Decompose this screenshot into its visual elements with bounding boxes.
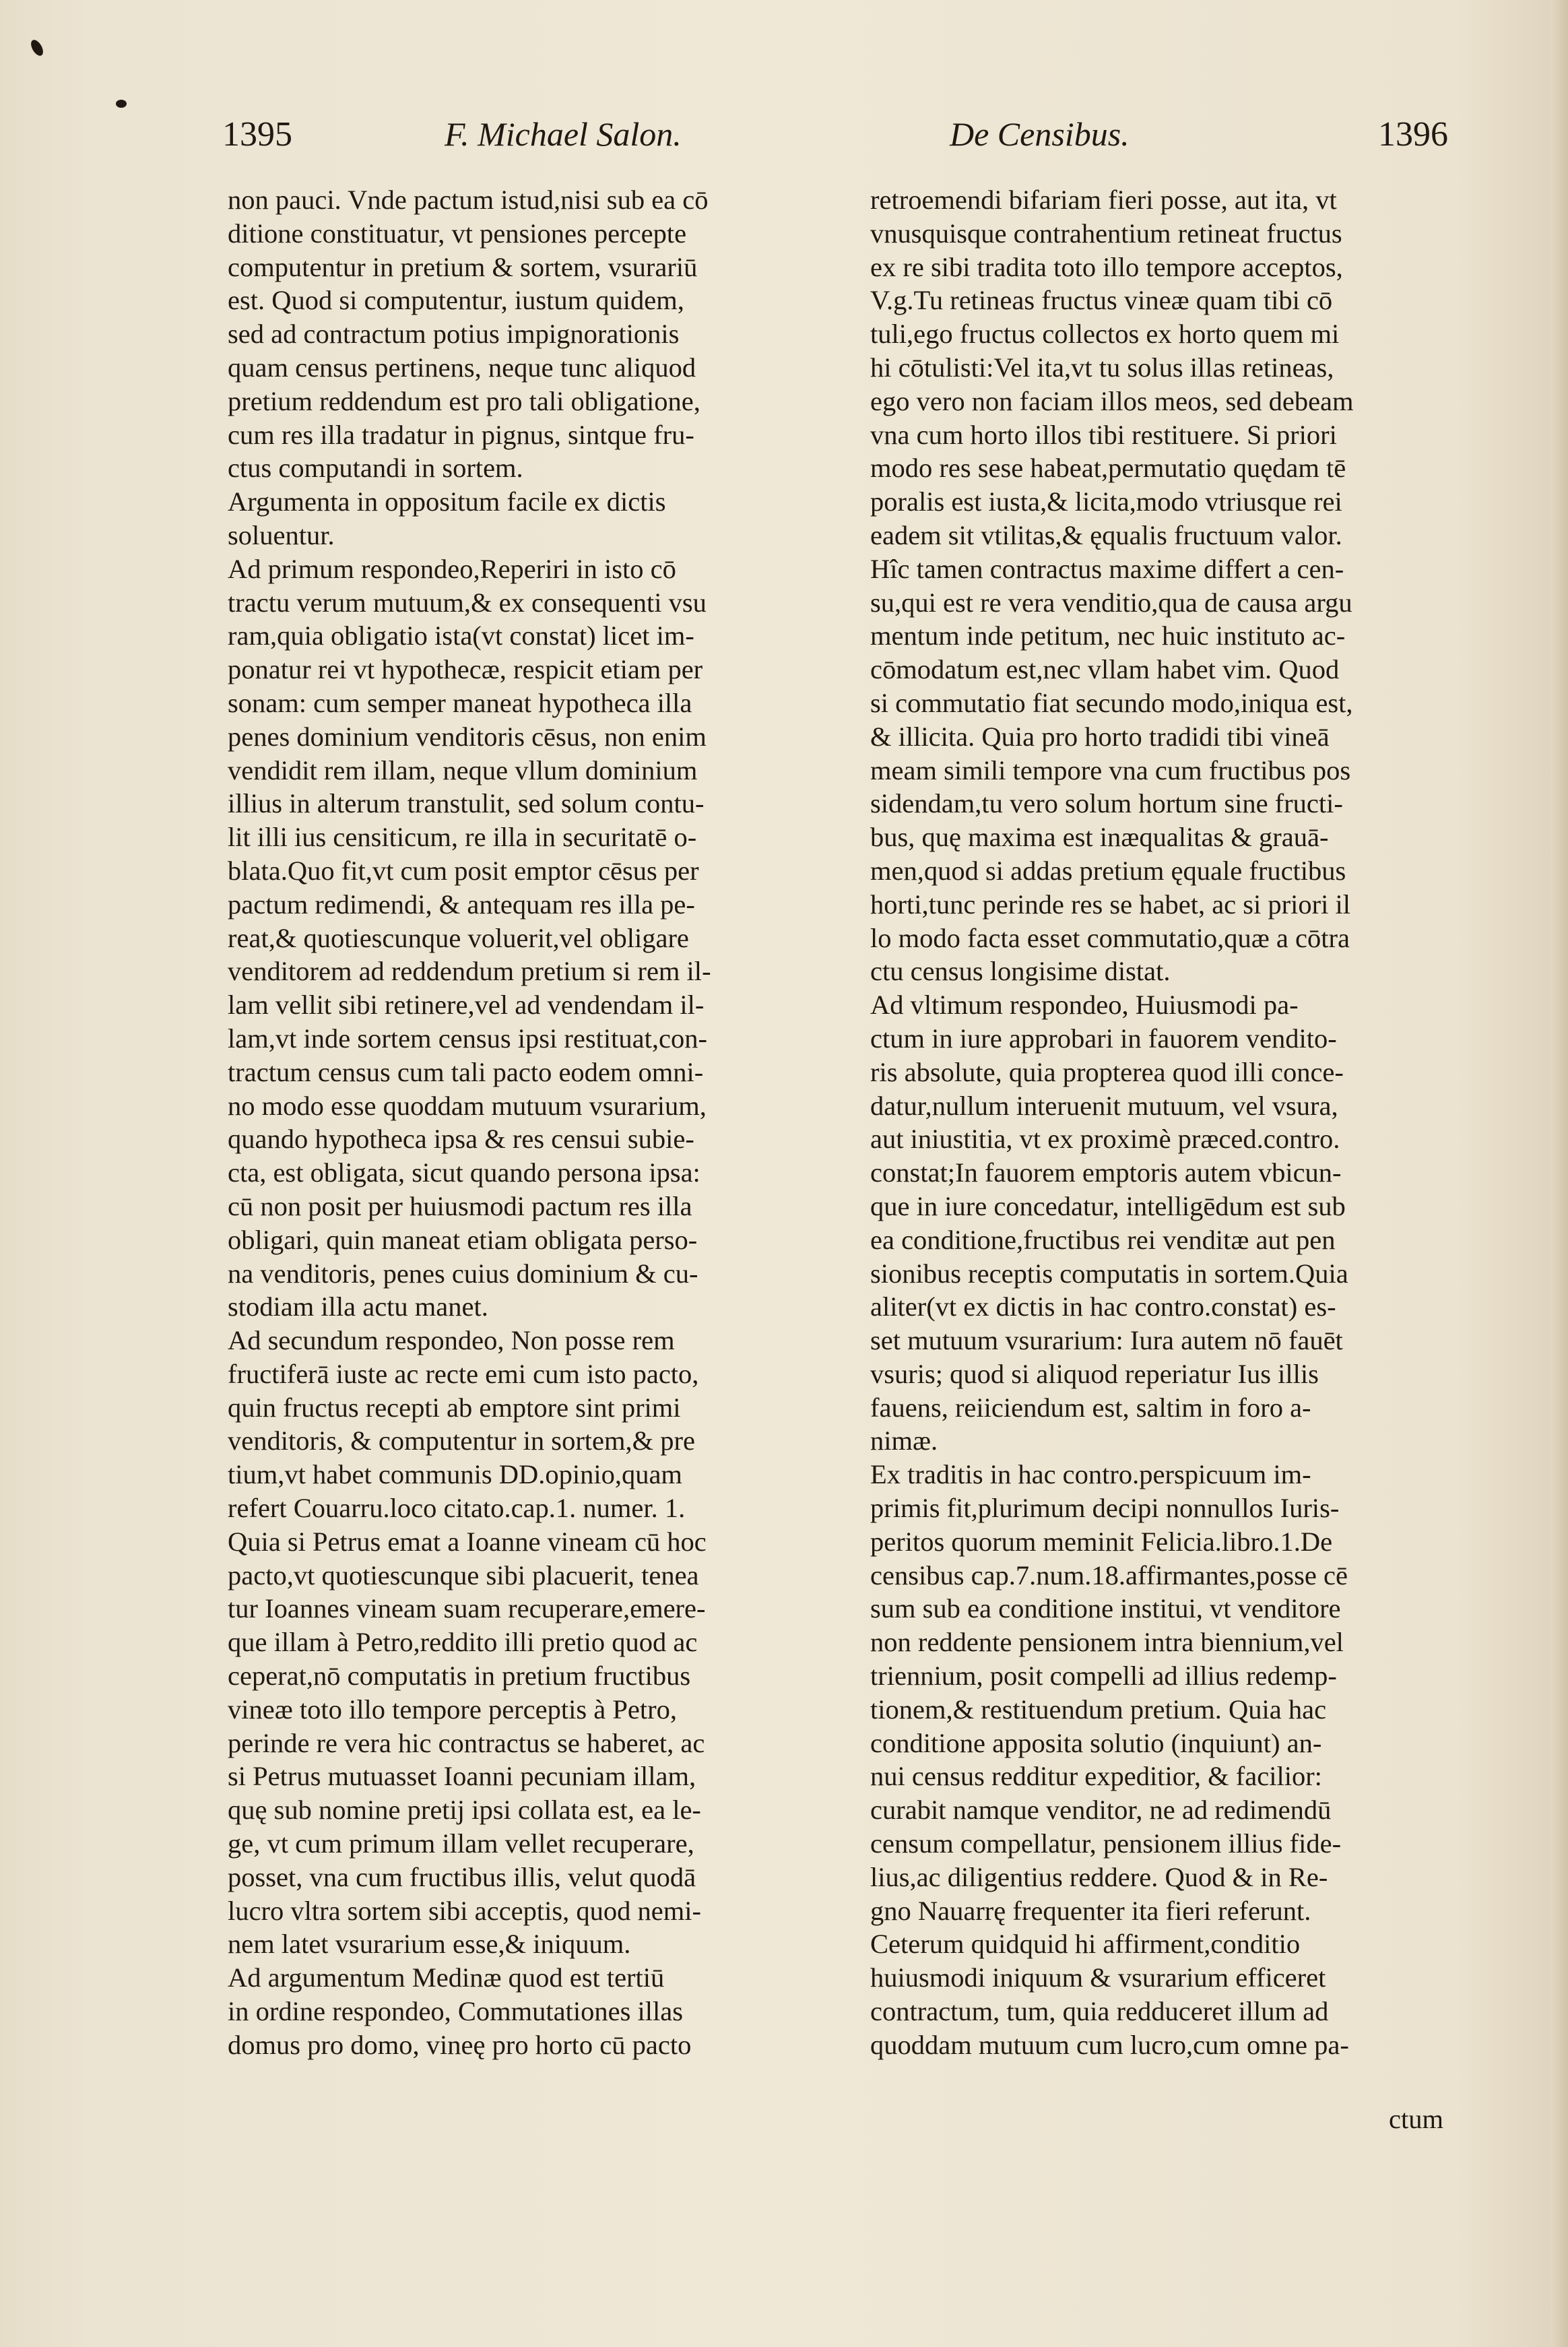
text-line: tractum census cum tali pacto eodem omni- — [228, 1056, 704, 1087]
text-line: peritos quorum meminit Felicia.libro.1.De — [870, 1526, 1333, 1557]
text-line: nem latet vsurarium esse,& iniquum. — [228, 1929, 631, 1960]
text-line: illius in alterum transtulit, sed solum contu- — [228, 788, 705, 819]
text-line: su,qui est re vera venditio,qua de causa argu — [870, 587, 1352, 618]
text-line: ceperat,nō computatis in pretium fructibus — [228, 1661, 691, 1692]
text-line: blata.Quo fit,vt cum posit emptor cēsus per — [228, 855, 699, 886]
text-line: ex re sibi tradita toto illo tempore acceptos, — [870, 251, 1343, 282]
text-line: censum compellatur, pensionem illius fide- — [870, 1828, 1342, 1859]
text-line: quoddam mutuum cum lucro,cum omne pa- — [870, 2029, 1349, 2060]
text-line: ponatur rei vt hypothecæ, respicit etiam per — [228, 654, 703, 685]
text-line: refert Couarru.loco citato.cap.1. numer. 1. — [228, 1493, 686, 1524]
text-line: Ad argumentum Medinæ quod est tertiū — [228, 1962, 665, 1993]
text-line: nui census redditur expeditior, & facilior: — [870, 1761, 1322, 1792]
text-line: posset, vna cum fructibus illis, velut quodā — [228, 1861, 696, 1892]
text-line: constat;In fauorem emptoris autem vbicun- — [870, 1157, 1342, 1188]
text-line: sonam: cum semper maneat hypotheca illa — [228, 687, 692, 718]
text-line: Ad secundum respondeo, Non posse rem — [228, 1325, 675, 1356]
catchword: ctum — [1389, 2104, 1443, 2134]
text-line: reat,& quotiescunque voluerit,vel obligare — [228, 922, 689, 953]
text-line: primis fit,plurimum decipi nonnullos Iuris- — [870, 1493, 1340, 1524]
text-line: Ad vltimum respondeo, Huiusmodi pa- — [870, 990, 1299, 1021]
text-line: datur,nullum interuenit mutuum, vel vsura, — [870, 1090, 1338, 1121]
text-line: lit illi ius censiticum, re illa in securitatē o- — [228, 822, 697, 853]
text-line: vendidit rem illam, neque vllum dominium — [228, 754, 698, 785]
text-line: non pauci. Vnde pactum istud,nisi sub ea cō — [228, 185, 709, 215]
text-line: stodiam illa actu manet. — [228, 1291, 488, 1322]
text-line: cta, est obligata, sicut quando persona ipsa: — [228, 1157, 700, 1188]
text-line: domus pro domo, vineę pro horto cū pacto — [228, 2029, 692, 2060]
text-line: tur Ioannes vineam suam recuperare,emere- — [228, 1593, 706, 1624]
text-line: ram,quia obligatio ista(vt constat) licet im- — [228, 620, 694, 651]
text-line: ris absolute, quia propterea quod illi conce- — [870, 1056, 1344, 1087]
text-line: ea conditione,fructibus rei venditæ aut pen — [870, 1224, 1336, 1255]
text-line: horti,tunc perinde res se habet, ac si priori il — [870, 889, 1351, 920]
text-line: computentur in pretium & sortem, vsurariū — [228, 251, 698, 282]
text-line: eadem sit vtilitas,& ęqualis fructuum valor. — [870, 519, 1342, 550]
text-line: aut iniustitia, vt ex proximè præced.contro. — [870, 1124, 1340, 1155]
text-line: lam vellit sibi retinere,vel ad vendendam il- — [228, 990, 705, 1021]
text-line: meam simili tempore vna cum fructibus pos — [870, 754, 1351, 785]
running-head-author: F. Michael Salon. — [445, 115, 682, 153]
text-line: na venditoris, penes cuius dominium & cu- — [228, 1258, 698, 1289]
text-line: quam census pertinens, neque tunc aliquod — [228, 352, 696, 383]
text-line: que in iure concedatur, intelligēdum est sub — [870, 1190, 1346, 1221]
text-line: hi cōtulisti:Vel ita,vt tu solus illas retineas, — [870, 352, 1334, 383]
text-line: poralis est iusta,& licita,modo vtriusque rei — [870, 486, 1342, 517]
text-line: nimæ. — [870, 1425, 938, 1456]
text-line: tium,vt habet communis DD.opinio,quam — [228, 1459, 682, 1490]
text-line: retroemendi bifariam fieri posse, aut ita, vt — [870, 185, 1337, 215]
text-line: vsuris; quod si aliquod reperiatur Ius illis — [870, 1358, 1319, 1389]
text-line: ge, vt cum primum illam vellet recuperare, — [228, 1828, 694, 1859]
text-line: pacto,vt quotiescunque sibi placuerit, tenea — [228, 1560, 699, 1590]
text-line: triennium, posit compelli ad illius redemp- — [870, 1661, 1337, 1692]
text-line: tractu verum mutuum,& ex consequenti vsu — [228, 587, 707, 618]
right-text-column — [870, 183, 1470, 2062]
text-line: sum sub ea conditione institui, vt venditore — [870, 1593, 1341, 1624]
running-header — [222, 115, 1448, 168]
text-line: Argumenta in oppositum facile ex dictis — [228, 486, 666, 517]
text-line: tuli,ego fructus collectos ex horto quem mi — [870, 319, 1340, 350]
text-line: & illicita. Quia pro horto tradidi tibi vineā — [870, 721, 1330, 752]
text-line: tionem,& restituendum pretium. Quia hac — [870, 1694, 1327, 1725]
left-text-column — [228, 183, 827, 2062]
text-line: curabit namque venditor, ne ad redimendū — [870, 1795, 1332, 1826]
text-line: set mutuum vsurarium: Iura autem nō fauēt — [870, 1325, 1343, 1356]
page-number-right: 1396 — [1378, 115, 1448, 154]
running-head-title: De Censibus. — [950, 115, 1130, 153]
text-line: obligari, quin maneat etiam obligata perso- — [228, 1224, 698, 1255]
text-line: sidendam,tu vero solum hortum sine fructi- — [870, 788, 1343, 819]
ink-speck — [116, 100, 127, 108]
text-line: si Petrus mutuasset Ioanni pecuniam illam, — [228, 1761, 696, 1792]
text-line: contractum, tum, quia redduceret illum ad — [870, 1996, 1329, 2027]
text-line: cōmodatum est,nec vllam habet vim. Quod — [870, 654, 1340, 685]
page-edge — [1550, 0, 1568, 2347]
text-line: modo res sese habeat,permutatio quędam tē — [870, 453, 1346, 484]
text-line: no modo esse quoddam mutuum vsurarium, — [228, 1090, 707, 1121]
text-line: vna cum horto illos tibi restituere. Si priori — [870, 419, 1337, 450]
text-line: Ad primum respondeo,Reperiri in isto cō — [228, 553, 676, 584]
text-line: que illam à Petro,reddito illi pretio quod ac — [228, 1627, 698, 1658]
text-line: pretium reddendum est pro tali obligatione, — [228, 385, 700, 416]
text-line: ctu census longisime distat. — [870, 956, 1171, 987]
text-line: ditione constituatur, vt pensiones percepte — [228, 218, 687, 249]
text-line: quin fructus recepti ab emptore sint primi — [228, 1392, 681, 1423]
text-line: est. Quod si computentur, iustum quidem, — [228, 285, 684, 316]
text-line: ctus computandi in sortem. — [228, 453, 523, 484]
text-line: in ordine respondeo, Commutationes illas — [228, 1996, 684, 2027]
text-line: cū non posit per huiusmodi pactum res illa — [228, 1190, 692, 1221]
text-line: non reddente pensionem intra biennium,vel — [870, 1627, 1344, 1658]
text-line: ctum in iure approbari in fauorem vendito- — [870, 1023, 1337, 1054]
text-line: lo modo facta esset commutatio,quæ a cōtra — [870, 922, 1350, 953]
text-line: Hîc tamen contractus maxime differt a cen- — [870, 553, 1344, 584]
text-line: sed ad contractum potius impignorationis — [228, 319, 680, 350]
text-line: quę sub nomine pretij ipsi collata est, ea le- — [228, 1795, 701, 1826]
text-line: cum res illa tradatur in pignus, sintque fru- — [228, 419, 694, 450]
ink-speck — [28, 38, 45, 58]
text-line: lucro vltra sortem sibi acceptis, quod nemi- — [228, 1895, 701, 1926]
text-line: men,quod si addas pretium ęquale fructibus — [870, 855, 1346, 886]
text-line: pactum redimendi, & antequam res illa pe- — [228, 889, 695, 920]
text-line: quando hypotheca ipsa & res censui subie- — [228, 1124, 694, 1155]
text-line: fructiferā iuste ac recte emi cum isto pacto, — [228, 1358, 699, 1389]
text-line: mentum inde petitum, nec huic instituto ac- — [870, 620, 1346, 651]
text-line: gno Nauarrę frequenter ita fieri referunt. — [870, 1895, 1311, 1926]
text-line: fauens, reiiciendum est, saltim in foro a- — [870, 1392, 1311, 1423]
text-line: huiusmodi iniquum & vsurarium efficeret — [870, 1962, 1326, 1993]
text-line: censibus cap.7.num.18.affirmantes,posse cē — [870, 1560, 1348, 1590]
text-line: lius,ac diligentius reddere. Quod & in Re- — [870, 1861, 1328, 1892]
text-line: penes dominium venditoris cēsus, non enim — [228, 721, 707, 752]
text-line: Ex traditis in hac contro.perspicuum im- — [870, 1459, 1311, 1490]
text-line: Ceterum quidquid hi affirment,conditio — [870, 1929, 1301, 1960]
text-line: ego vero non faciam illos meos, sed debeam — [870, 385, 1354, 416]
text-line: vineæ toto illo tempore perceptis à Petro, — [228, 1694, 677, 1725]
text-line: lam,vt inde sortem census ipsi restituat,con- — [228, 1023, 707, 1054]
text-line: si commutatio fiat secundo modo,iniqua est, — [870, 687, 1353, 718]
text-line: perinde re vera hic contractus se haberet, ac — [228, 1727, 705, 1758]
text-line: venditoris, & computentur in sortem,& pre — [228, 1425, 695, 1456]
text-line: soluentur. — [228, 519, 335, 550]
text-line: bus, quę maxima est inæqualitas & grauā- — [870, 822, 1329, 853]
text-line: Quia si Petrus emat a Ioanne vineam cū hoc — [228, 1526, 707, 1557]
text-line: venditorem ad reddendum pretium si rem il- — [228, 956, 711, 987]
page-number-left: 1395 — [222, 115, 292, 154]
text-line: sionibus receptis computatis in sortem.Quia — [870, 1258, 1348, 1289]
text-line: conditione apposita solutio (inquiunt) an- — [870, 1727, 1322, 1758]
text-line: V.g.Tu retineas fructus vineæ quam tibi cō — [870, 285, 1333, 316]
text-line: aliter(vt ex dictis in hac contro.constat) es- — [870, 1291, 1336, 1322]
text-line: vnusquisque contrahentium retineat fructus — [870, 218, 1342, 249]
